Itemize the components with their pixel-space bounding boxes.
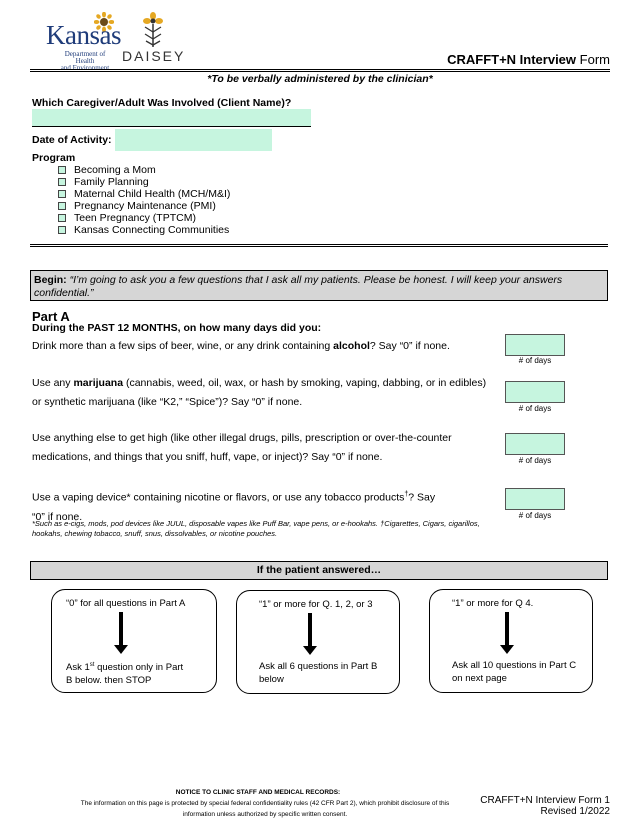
q2-answer-field[interactable] [505,381,565,403]
q4-text-line1: Use a vaping device* containing nicotine or flavors, or use any tobacco products [32,491,405,504]
down-arrow-icon [505,612,509,646]
flow-action-sup: st [89,662,95,668]
if-patient-answered-header: If the patient answered… [30,561,608,580]
flow-box-q123 [236,590,400,694]
footer-form-name: CRAFFT+N Interview Form 1 [480,795,610,806]
section-divider [30,244,608,245]
caregiver-underline [32,126,311,127]
flow-box-all-zero [51,589,217,693]
flow-action [259,660,377,686]
flow-condition: “1” or more for Q. 1, 2, or 3 [259,599,373,610]
q4-text-line2: “0” if none. [32,510,83,523]
q2-days-label: # of days [518,404,552,413]
q4-answer-field[interactable] [505,488,565,510]
verbal-instruction: *To be verbally administered by the clinician* [207,73,433,85]
flow-action-line2: below [259,674,284,685]
date-label: Date of Activity: [32,134,112,146]
header-rule [30,69,610,70]
program-item-label: Kansas Connecting Communities [74,224,230,236]
program-item-label: Teen Pregnancy (TPTCM) [74,212,196,224]
flow-action [66,659,183,687]
q2-text-post: (cannabis, weed, oil, wax, or hash by smoking, vaping, dabbing, or in edibles) [123,377,487,389]
q1-text-bold: alcohol [333,340,370,352]
program-item-label: Becoming a Mom [74,164,156,176]
program-list [58,164,230,236]
flow-condition: “0” for all questions in Part A [66,598,186,609]
checkbox[interactable] [58,166,66,174]
begin-text: “I’m going to ask you a few questions that I ask all my patients. Please be honest. I will keep your answers confidential.” [34,274,563,299]
part-a-title: Part A [32,309,70,324]
flow-action-line1: Ask all 10 questions in Part C [452,660,577,671]
down-arrow-icon [119,612,123,646]
q2-text-bold: marijuana [73,377,124,389]
q3-text-line1: Use anything else to get high (like other illegal drugs, pills, prescription or over-the-counter [32,432,452,444]
begin-script-box [30,270,608,301]
date-field[interactable] [115,129,272,151]
q3-answer-field[interactable] [505,433,565,455]
kansas-department-line2: and Environment [60,64,110,72]
program-item-family-planning[interactable] [58,176,230,188]
header-rule-2 [30,71,610,72]
q2-text-pre: Use any [32,377,74,389]
flow-condition: “1” or more for Q 4. [452,598,534,609]
flow-action-line2: B below. then STOP [66,675,152,687]
program-item-label: Family Planning [74,176,149,188]
checkbox[interactable] [58,202,66,210]
footer-revised: Revised 1/2022 [540,806,610,817]
flow-action-line2: on next page [452,673,507,684]
question-3 [32,429,452,467]
kansas-department-line1: Department of Health [64,50,106,65]
checkbox[interactable] [58,190,66,198]
section-divider-2 [30,246,608,247]
program-item-label: Maternal Child Health (MCH/M&I) [74,188,231,200]
question-1 [32,337,450,356]
q3-days-label: # of days [518,456,552,465]
q3-text-line2: medications, and things that you sniff, huff, vape, or inject)? Say “0” if none. [32,451,383,463]
program-item-kansas-connecting-communities[interactable] [58,224,230,236]
notice-title: NOTICE TO CLINIC STAFF AND MEDICAL RECORDS: [175,789,341,796]
q2-text-line2: or synthetic marijuana (like “K2,” “Spice”)? Say “0” if none. [32,396,303,408]
caregiver-field[interactable] [32,109,311,126]
caregiver-label: Which Caregiver/Adult Was Involved (Client Name)? [32,97,292,109]
flow-action-line1: Ask all 6 questions in Part B [259,661,378,672]
program-item-teen-pregnancy[interactable] [58,212,230,224]
program-label: Program [32,152,76,164]
kansas-logo [46,12,121,72]
q1-answer-field[interactable] [505,334,565,356]
checkbox[interactable] [58,214,66,222]
down-arrow-icon [308,613,312,647]
program-item-label: Pregnancy Maintenance (PMI) [74,200,216,212]
q4-dagger: † [404,491,409,498]
part-a-footnote: *Such as e-cigs, mods, pod devices like JUUL, disposable vapes like Puff Bar, vape pens, or e-hookahs. †Cigarettes, Cigars, cigarillos, hookahs, chewing tobacco, snuff, snus, dissolvables, or nicotine pouches. [32,519,480,538]
daisey-flower-icon [122,12,184,48]
daisey-wordmark: DAISEY [122,48,186,64]
form-title [447,52,610,67]
checkbox[interactable] [58,226,66,234]
q1-days-label: # of days [518,356,552,365]
flow-box-q4 [429,589,593,693]
flow-action [452,659,576,685]
notice-text: The information on this page is protected by special federal confidentiality rules (42 CFR Part 2), which prohibit disclosure of this information unless authorized by specific written consent. [80,800,450,818]
kansas-wordmark: Kansas [46,20,121,50]
form-title-light: Form [579,52,610,67]
daisey-logo [122,12,184,64]
flow-action-pre: Ask 1 [66,662,90,674]
part-a-subtitle: During the PAST 12 MONTHS, on how many days did you: [32,322,322,334]
program-item-maternal-child-health[interactable] [58,188,230,200]
form-title-bold: CRAFFT+N Interview [447,52,577,67]
q1-text-pre: Drink more than a few sips of beer, wine, or any drink containing [32,340,334,352]
q4-days-label: # of days [518,511,552,520]
q1-text-post: ? Say “0” if none. [369,340,450,352]
program-item-becoming-a-mom[interactable] [58,164,230,176]
program-item-pregnancy-maintenance[interactable] [58,200,230,212]
q4-text-line1-end: ? Say [408,491,436,504]
question-2 [32,374,486,412]
flow-action-post: question only in Part [94,662,184,674]
checkbox[interactable] [58,178,66,186]
begin-label: Begin: [34,274,67,286]
footer-form-info [480,795,610,817]
